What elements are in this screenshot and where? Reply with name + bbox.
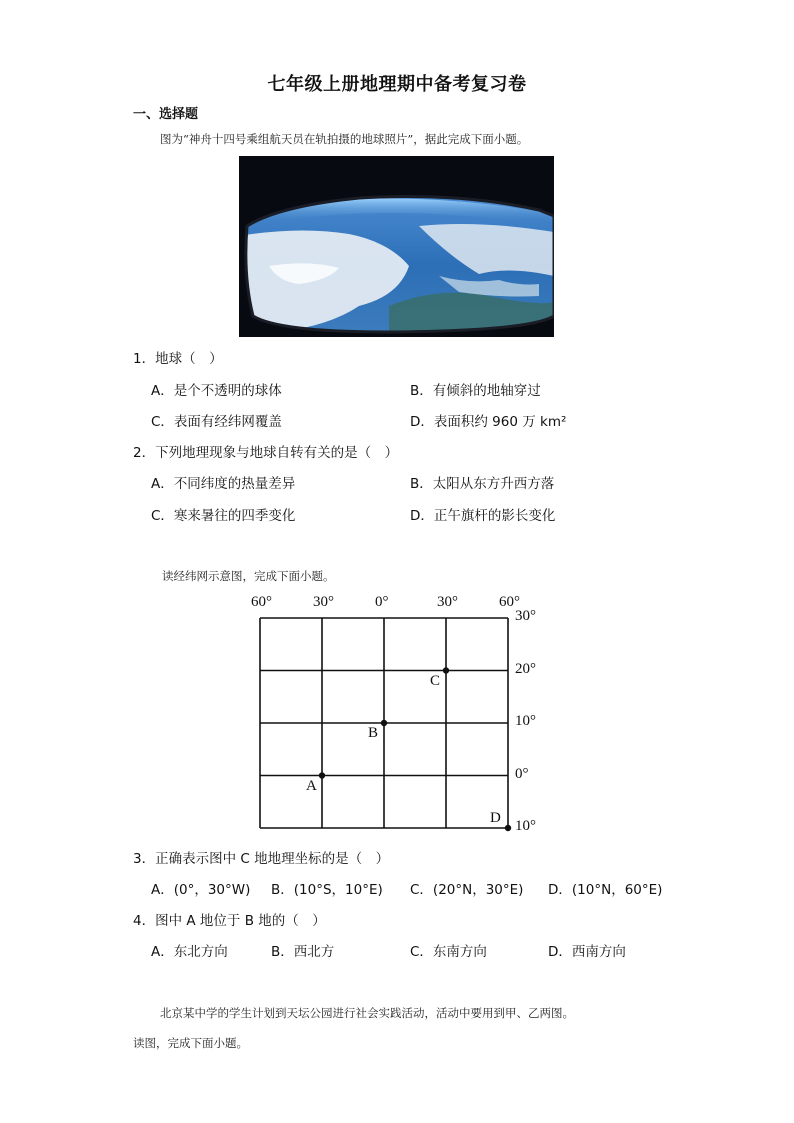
- q3-option-a[interactable]: A．(0°，30°W): [151, 882, 251, 898]
- question-4: 4．图中 A 地位于 B 地的（ ）: [133, 913, 326, 929]
- question-2: 2．下列地理现象与地球自转有关的是（ ）: [133, 445, 399, 461]
- point-label-d: D: [490, 810, 501, 826]
- q1-option-d[interactable]: D．表面积约 960 万 km²: [410, 414, 567, 430]
- intro-park-2: 读图，完成下面小题。: [133, 1036, 248, 1050]
- point-d: [505, 825, 511, 831]
- earth-photo: [239, 156, 554, 337]
- q3-option-c[interactable]: C．(20°N，30°E): [410, 882, 524, 898]
- q3-option-d[interactable]: D．(10°N，60°E): [548, 882, 663, 898]
- q4-option-d[interactable]: D．西南方向: [548, 944, 626, 960]
- q1-option-c[interactable]: C．表面有经纬网覆盖: [151, 414, 282, 430]
- longitude-label: 30°: [313, 594, 334, 610]
- grid-lines: [240, 590, 560, 840]
- point-a: [319, 772, 325, 778]
- question-3: 3．正确表示图中 C 地地理坐标的是（ ）: [133, 851, 390, 867]
- page-title: 七年级上册地理期中备考复习卷: [267, 74, 527, 95]
- point-label-c: C: [430, 672, 441, 689]
- question-1: 1．地球（ ）: [133, 351, 223, 367]
- q1-option-b[interactable]: B．有倾斜的地轴穿过: [410, 383, 541, 399]
- point-label-a: A: [306, 777, 317, 794]
- latitude-label: 10°: [515, 713, 536, 729]
- latitude-label: 30°: [515, 608, 536, 624]
- point-b: [381, 720, 387, 726]
- q2-option-a[interactable]: A．不同纬度的热量差异: [151, 476, 296, 492]
- q4-option-b[interactable]: B．西北方: [271, 944, 335, 960]
- longitude-label: 0°: [375, 594, 389, 610]
- latitude-label: 10°: [515, 818, 536, 834]
- point-label-b: B: [368, 725, 379, 741]
- section-heading: 一、选择题: [133, 107, 199, 122]
- point-c: [443, 667, 449, 673]
- q4-option-c[interactable]: C．东南方向: [410, 944, 487, 960]
- intro-park: 北京某中学的学生计划到天坛公园进行社会实践活动，活动中要用到甲、乙两图。: [160, 1006, 574, 1020]
- latitude-label: 20°: [515, 660, 536, 677]
- longitude-label: 60°: [251, 594, 272, 610]
- q4-option-a[interactable]: A．东北方向: [151, 944, 228, 960]
- longitude-label: 30°: [437, 594, 458, 610]
- intro-photo: 图为“神舟十四号乘组航天员在轨拍摄的地球照片”，据此完成下面小题。: [160, 132, 529, 146]
- intro-grid: 读经纬网示意图，完成下面小题。: [162, 569, 335, 583]
- q2-option-b[interactable]: B．太阳从东方升西方落: [410, 476, 555, 492]
- q2-option-d[interactable]: D．正午旗杆的影长变化: [410, 508, 556, 524]
- latitude-label: 0°: [515, 765, 529, 782]
- q1-option-a[interactable]: A．是个不透明的球体: [151, 383, 282, 399]
- q2-option-c[interactable]: C．寒来暑往的四季变化: [151, 508, 296, 524]
- longitude-label: 60°: [499, 594, 520, 610]
- lat-lon-grid: [240, 590, 560, 840]
- q3-option-b[interactable]: B．(10°S，10°E): [271, 882, 383, 898]
